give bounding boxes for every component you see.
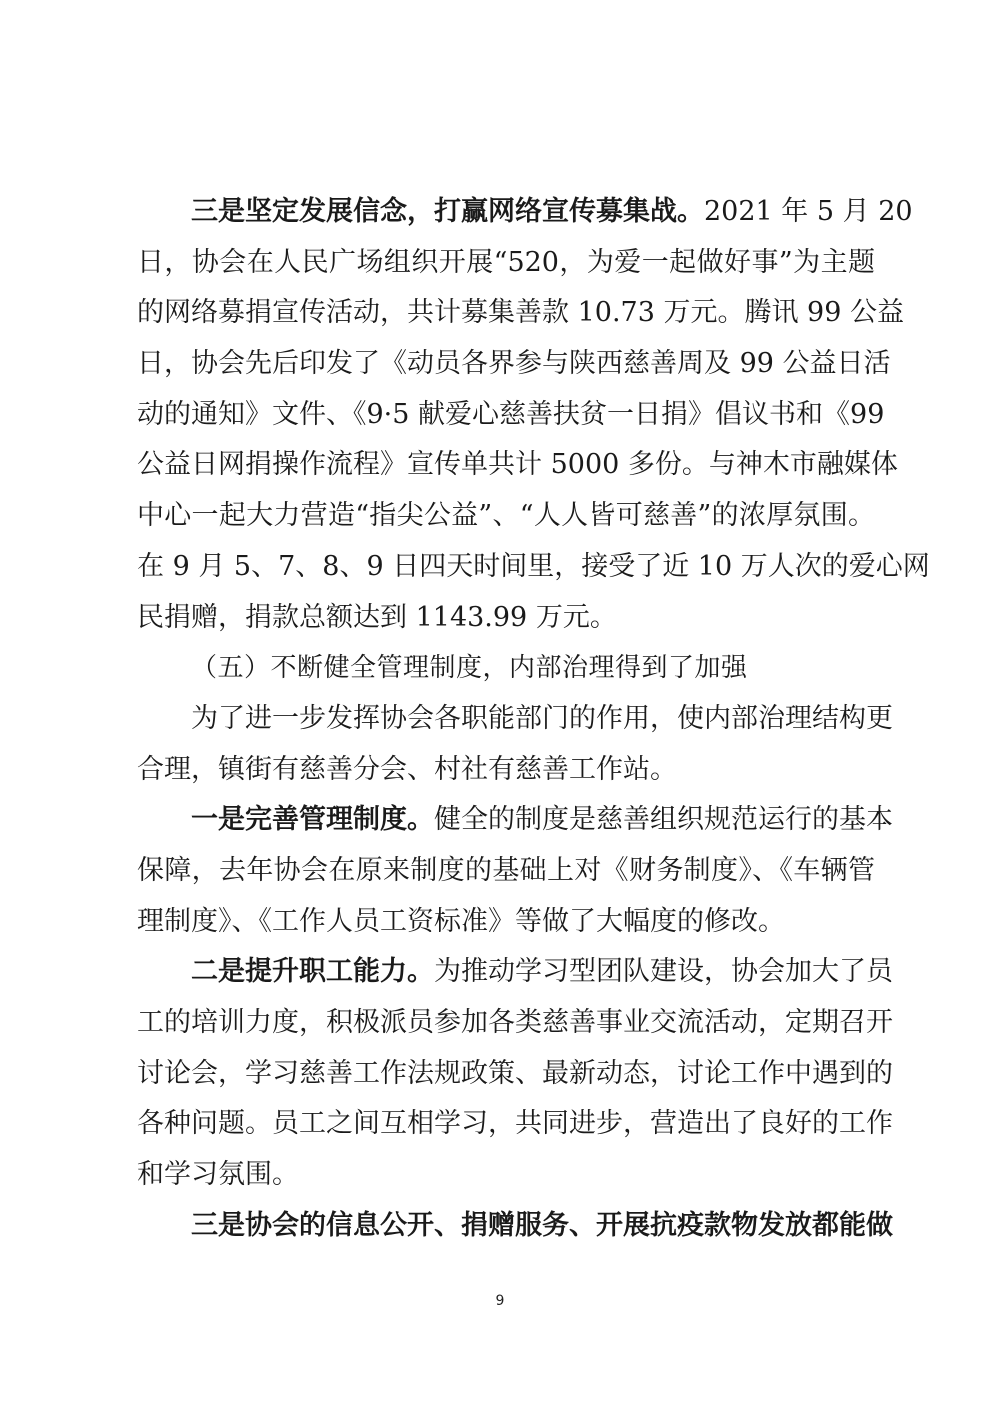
paragraph-3-bold-lead: 一是完善管理制度。 xyxy=(191,804,434,836)
paragraph-2-line-1: 为了进一步发挥协会各职能部门的作用，使内部治理结构更 xyxy=(191,702,893,734)
paragraph-3-line-1-text: 健全的制度是慈善组织规范运行的基本 xyxy=(434,804,893,836)
paragraph-1-line-1-text: 2021 年 5 月 20 xyxy=(704,196,913,227)
paragraph-1-line-3: 的网络募捐宣传活动，共计募集善款 10.73 万元。腾讯 99 公益 xyxy=(137,297,904,329)
paragraph-4-line-4: 各种问题。员工之间互相学习，共同进步，营造出了良好的工作 xyxy=(137,1108,893,1140)
page-number: 9 xyxy=(495,1293,505,1309)
paragraph-1-line-4: 日，协会先后印发了《动员各界参与陕西慈善周及 99 公益日活 xyxy=(137,348,891,380)
paragraph-3-line-1 xyxy=(137,795,893,846)
paragraph-4-line-5: 和学习氛围。 xyxy=(137,1159,299,1191)
paragraph-1-line-7: 中心一起大力营造“指尖公益”、“人人皆可慈善”的浓厚氛围。 xyxy=(137,500,875,532)
paragraph-1-line-5: 动的通知》文件、《9·5 献爱心慈善扶贫一日捐》倡议书和《99 xyxy=(137,398,885,430)
document-body xyxy=(137,187,930,1251)
section-heading: （五）不断健全管理制度，内部治理得到了加强 xyxy=(191,653,748,684)
paragraph-1-line-2: 日，协会在人民广场组织开展“520，为爱一起做好事”为主题 xyxy=(137,246,875,278)
paragraph-4-line-2: 工的培训力度，积极派员参加各类慈善事业交流活动，定期召开 xyxy=(137,1007,893,1038)
paragraph-1-line-9: 民捐赠，捐款总额达到 1143.99 万元。 xyxy=(137,601,617,633)
paragraph-3-line-3: 理制度》、《工作人员工资标准》等做了大幅度的修改。 xyxy=(137,905,785,937)
paragraph-5-bold-lead: 三是协会的信息公开、捐赠服务、开展抗疫款物发放都能做 xyxy=(191,1209,893,1241)
paragraph-4-bold-lead: 二是提升职工能力。 xyxy=(191,956,434,988)
paragraph-3-line-2: 保障，去年协会在原来制度的基础上对《财务制度》、《车辆管 xyxy=(137,854,875,886)
paragraph-1-line-6: 公益日网捐操作流程》宣传单共计 5000 多份。与神木市融媒体 xyxy=(137,449,898,481)
paragraph-4-line-3: 讨论会，学习慈善工作法规政策、最新动态，讨论工作中遇到的 xyxy=(137,1057,893,1089)
paragraph-1-line-1 xyxy=(137,187,913,238)
paragraph-4-line-1 xyxy=(137,947,893,998)
paragraph-2-line-2: 合理，镇街有慈善分会、村社有慈善工作站。 xyxy=(137,753,677,785)
paragraph-1-line-8: 在 9 月 5、7、8、9 日四天时间里，接受了近 10 万人次的爱心网 xyxy=(137,550,930,582)
paragraph-1-bold-lead: 三是坚定发展信念，打赢网络宣传募集战。 xyxy=(191,196,704,227)
paragraph-5-line-1 xyxy=(137,1201,893,1252)
paragraph-4-line-1-text: 为推动学习型团队建设，协会加大了员 xyxy=(434,956,893,988)
